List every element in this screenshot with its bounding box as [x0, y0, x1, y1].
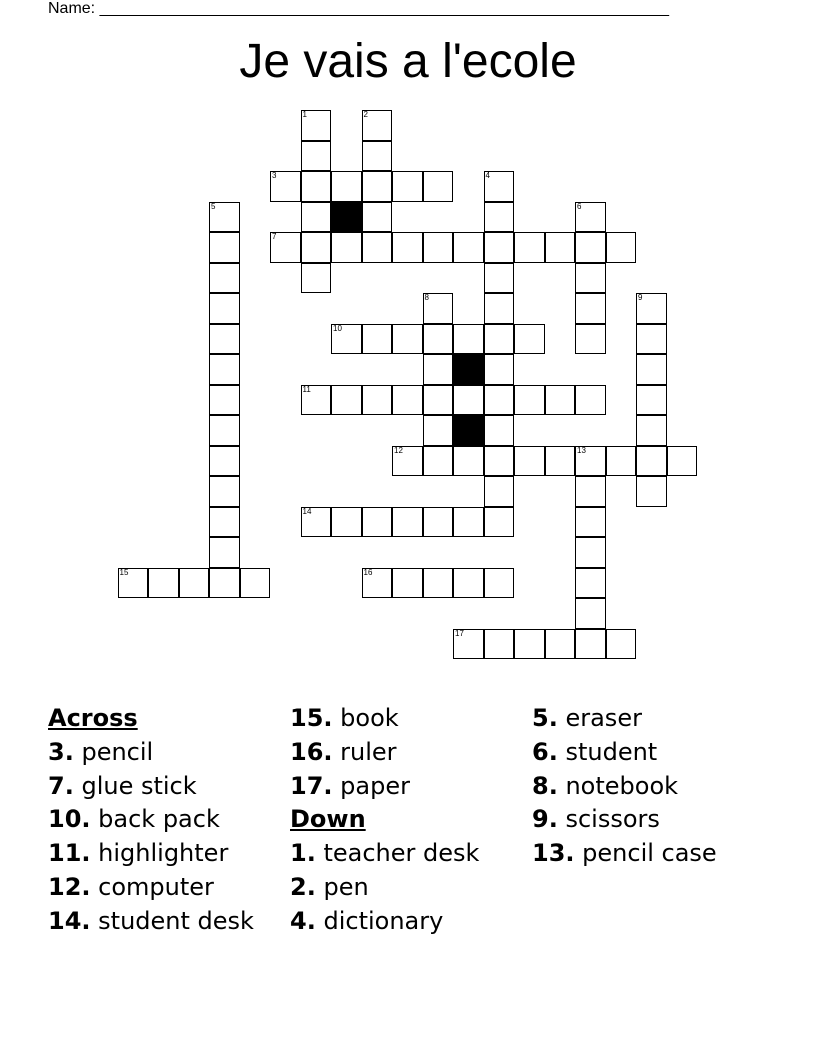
clue-number: 3. [48, 737, 74, 766]
grid-cell[interactable] [514, 324, 545, 355]
grid-cell[interactable] [575, 629, 606, 660]
grid-cell[interactable] [392, 324, 423, 355]
grid-cell[interactable] [636, 293, 667, 324]
grid-cell[interactable] [423, 232, 454, 263]
clue-number: 17. [290, 771, 333, 800]
grid-cell[interactable] [606, 629, 637, 660]
grid-cell[interactable] [423, 324, 454, 355]
clue-down-13 [532, 837, 717, 871]
grid-cell[interactable] [484, 415, 515, 446]
grid-cell[interactable] [209, 476, 240, 507]
grid-cell[interactable] [301, 385, 332, 416]
grid-cell[interactable] [301, 202, 332, 233]
grid-cell[interactable] [118, 568, 149, 599]
grid-cell[interactable] [484, 202, 515, 233]
cell-number: 7 [272, 232, 277, 241]
grid-cell[interactable] [453, 446, 484, 477]
grid-cell[interactable] [240, 568, 271, 599]
clue-text: highlighter [98, 839, 229, 868]
grid-cell[interactable] [484, 324, 515, 355]
clue-down-9 [532, 803, 717, 837]
clue-across-17 [290, 770, 479, 804]
grid-cell[interactable] [453, 629, 484, 660]
grid-cell[interactable] [484, 507, 515, 538]
grid-cell[interactable] [331, 232, 362, 263]
grid-cell[interactable] [209, 385, 240, 416]
grid-cell[interactable] [423, 446, 454, 477]
clue-text: book [340, 704, 399, 732]
clue-number: 13. [532, 839, 575, 868]
grid-cell[interactable] [453, 324, 484, 355]
cell-number: 9 [638, 293, 643, 302]
cell-number: 1 [302, 110, 307, 119]
clue-number: 14. [48, 906, 91, 935]
grid-cell[interactable] [484, 476, 515, 507]
grid-cell[interactable] [362, 568, 393, 599]
grid-cell[interactable] [209, 293, 240, 324]
grid-cell[interactable] [270, 232, 301, 263]
grid-cell[interactable] [148, 568, 179, 599]
clue-across-16 [290, 736, 479, 770]
grid-cell[interactable] [545, 232, 576, 263]
cell-number: 10 [333, 323, 342, 333]
clue-number: 6. [532, 737, 558, 766]
clue-across-7 [48, 770, 254, 804]
grid-cell[interactable] [575, 293, 606, 324]
grid-cell[interactable] [392, 385, 423, 416]
grid-cell[interactable] [301, 110, 332, 141]
down-heading: Down [290, 805, 366, 834]
clue-down-6 [532, 736, 717, 770]
clue-column-2 [290, 702, 479, 939]
clue-across-11 [48, 837, 254, 871]
clue-down-1 [290, 837, 479, 871]
cell-number: 11 [302, 384, 311, 394]
cell-number: 3 [272, 171, 277, 180]
clue-number: 7. [48, 771, 74, 800]
grid-cell[interactable] [514, 446, 545, 477]
clue-down-8 [532, 770, 717, 804]
grid-cell[interactable] [484, 354, 515, 385]
grid-cell[interactable] [209, 354, 240, 385]
clue-text: eraser [565, 704, 642, 732]
cell-number: 6 [577, 201, 582, 211]
clue-text: computer [98, 872, 214, 901]
grid-cell[interactable] [575, 568, 606, 599]
grid-cell[interactable] [636, 415, 667, 446]
page-title: Je vais a l'ecole [239, 35, 577, 88]
grid-cell[interactable] [270, 171, 301, 202]
clue-down-4 [290, 905, 479, 939]
grid-cell[interactable] [575, 507, 606, 538]
grid-cell[interactable] [514, 385, 545, 416]
grid-cell[interactable] [484, 446, 515, 477]
grid-cell[interactable] [209, 415, 240, 446]
clue-text: student [565, 737, 658, 766]
grid-cell[interactable] [362, 232, 393, 263]
clue-text: ruler [340, 737, 397, 766]
clue-number: 5. [532, 704, 558, 732]
clue-text: pencil [81, 737, 154, 766]
black-cell [453, 354, 484, 385]
clue-number: 1. [290, 839, 316, 868]
grid-cell[interactable] [301, 141, 332, 172]
grid-cell[interactable] [575, 324, 606, 355]
grid-cell[interactable] [423, 415, 454, 446]
grid-cell[interactable] [423, 171, 454, 202]
grid-cell[interactable] [392, 232, 423, 263]
grid-cell[interactable] [362, 324, 393, 355]
grid-cell[interactable] [331, 385, 362, 416]
grid-cell[interactable] [423, 568, 454, 599]
clue-column-1 [48, 702, 254, 939]
clue-number: 16. [290, 737, 333, 766]
grid-cell[interactable] [392, 446, 423, 477]
across-heading: Across [48, 704, 138, 732]
grid-cell[interactable] [575, 446, 606, 477]
cell-number: 2 [363, 110, 368, 119]
name-line: Name: ________________________________________________________________ [48, 0, 670, 17]
grid-cell[interactable] [423, 293, 454, 324]
grid-cell[interactable] [331, 324, 362, 355]
cell-number: 17 [455, 628, 464, 638]
clue-text: teacher desk [323, 839, 480, 868]
grid-cell[interactable] [606, 232, 637, 263]
grid-cell[interactable] [301, 232, 332, 263]
cell-number: 16 [363, 567, 373, 577]
clue-text: paper [340, 771, 410, 800]
grid-cell[interactable] [362, 110, 393, 141]
cell-number: 12 [394, 445, 403, 455]
clue-down-2 [290, 871, 479, 905]
grid-cell[interactable] [575, 476, 606, 507]
cell-number: 8 [424, 293, 429, 302]
grid-cell[interactable] [545, 446, 576, 477]
grid-cell[interactable] [667, 446, 698, 477]
grid-cell[interactable] [362, 202, 393, 233]
clue-text: scissors [565, 805, 660, 834]
grid-cell[interactable] [362, 171, 393, 202]
clue-text: dictionary [323, 906, 444, 935]
clue-text: pencil case [582, 839, 717, 868]
clue-number: 9. [532, 805, 558, 834]
grid-cell[interactable] [209, 446, 240, 477]
grid-cell[interactable] [545, 385, 576, 416]
grid-cell[interactable] [209, 568, 240, 599]
grid-cell[interactable] [209, 537, 240, 568]
clue-across-14 [48, 905, 254, 939]
clue-across-12 [48, 871, 254, 905]
cell-number: 14 [302, 506, 312, 516]
grid-cell[interactable] [514, 629, 545, 660]
grid-cell[interactable] [301, 507, 332, 538]
grid-cell[interactable] [209, 507, 240, 538]
clue-text: glue stick [81, 771, 197, 800]
grid-cell[interactable] [423, 354, 454, 385]
grid-cell[interactable] [606, 446, 637, 477]
grid-cell[interactable] [636, 354, 667, 385]
grid-cell[interactable] [484, 629, 515, 660]
clue-number: 11. [48, 839, 91, 868]
grid-cell[interactable] [209, 202, 240, 233]
clue-text: notebook [565, 771, 679, 800]
grid-cell[interactable] [423, 385, 454, 416]
cell-number: 13 [577, 445, 586, 455]
grid-cell[interactable] [301, 171, 332, 202]
grid-cell[interactable] [301, 263, 332, 294]
clue-text: student desk [98, 906, 254, 935]
grid-cell[interactable] [362, 141, 393, 172]
clue-number: 15. [290, 704, 333, 732]
grid-cell[interactable] [575, 598, 606, 629]
clue-column-3 [532, 702, 717, 871]
grid-cell[interactable] [545, 629, 576, 660]
grid-cell[interactable] [484, 293, 515, 324]
clue-number: 2. [290, 872, 316, 901]
grid-cell[interactable] [636, 446, 667, 477]
black-cell [453, 415, 484, 446]
clue-across-3 [48, 736, 254, 770]
grid-cell[interactable] [484, 232, 515, 263]
clue-text: pen [323, 872, 369, 901]
grid-cell[interactable] [484, 263, 515, 294]
cell-number: 4 [485, 171, 490, 180]
clue-number: 8. [532, 771, 558, 800]
grid-cell[interactable] [453, 568, 484, 599]
grid-cell[interactable] [331, 507, 362, 538]
grid-cell[interactable] [575, 202, 606, 233]
grid-cell[interactable] [423, 507, 454, 538]
grid-cell[interactable] [484, 385, 515, 416]
grid-cell[interactable] [179, 568, 210, 599]
grid-cell[interactable] [636, 385, 667, 416]
clue-across-15 [290, 702, 479, 736]
cell-number: 15 [119, 567, 129, 577]
grid-cell[interactable] [484, 568, 515, 599]
grid-cell[interactable] [209, 232, 240, 263]
clue-number: 4. [290, 906, 316, 935]
grid-cell[interactable] [209, 263, 240, 294]
grid-cell[interactable] [575, 385, 606, 416]
clue-number: 10. [48, 805, 91, 834]
grid-cell[interactable] [453, 232, 484, 263]
clue-down-5 [532, 702, 717, 736]
grid-cell[interactable] [392, 568, 423, 599]
grid-cell[interactable] [514, 232, 545, 263]
grid-cell[interactable] [636, 476, 667, 507]
grid-cell[interactable] [575, 263, 606, 294]
black-cell [331, 202, 362, 233]
grid-cell[interactable] [575, 537, 606, 568]
grid-cell[interactable] [209, 324, 240, 355]
cell-number: 5 [211, 201, 216, 211]
grid-cell[interactable] [453, 507, 484, 538]
grid-cell[interactable] [362, 507, 393, 538]
grid-cell[interactable] [392, 171, 423, 202]
grid-cell[interactable] [484, 171, 515, 202]
grid-cell[interactable] [392, 507, 423, 538]
grid-cell[interactable] [575, 232, 606, 263]
clue-number: 12. [48, 872, 91, 901]
grid-cell[interactable] [331, 171, 362, 202]
grid-cell[interactable] [636, 324, 667, 355]
clue-text: back pack [98, 805, 220, 834]
clue-across-10 [48, 803, 254, 837]
grid-cell[interactable] [453, 385, 484, 416]
grid-cell[interactable] [362, 385, 393, 416]
